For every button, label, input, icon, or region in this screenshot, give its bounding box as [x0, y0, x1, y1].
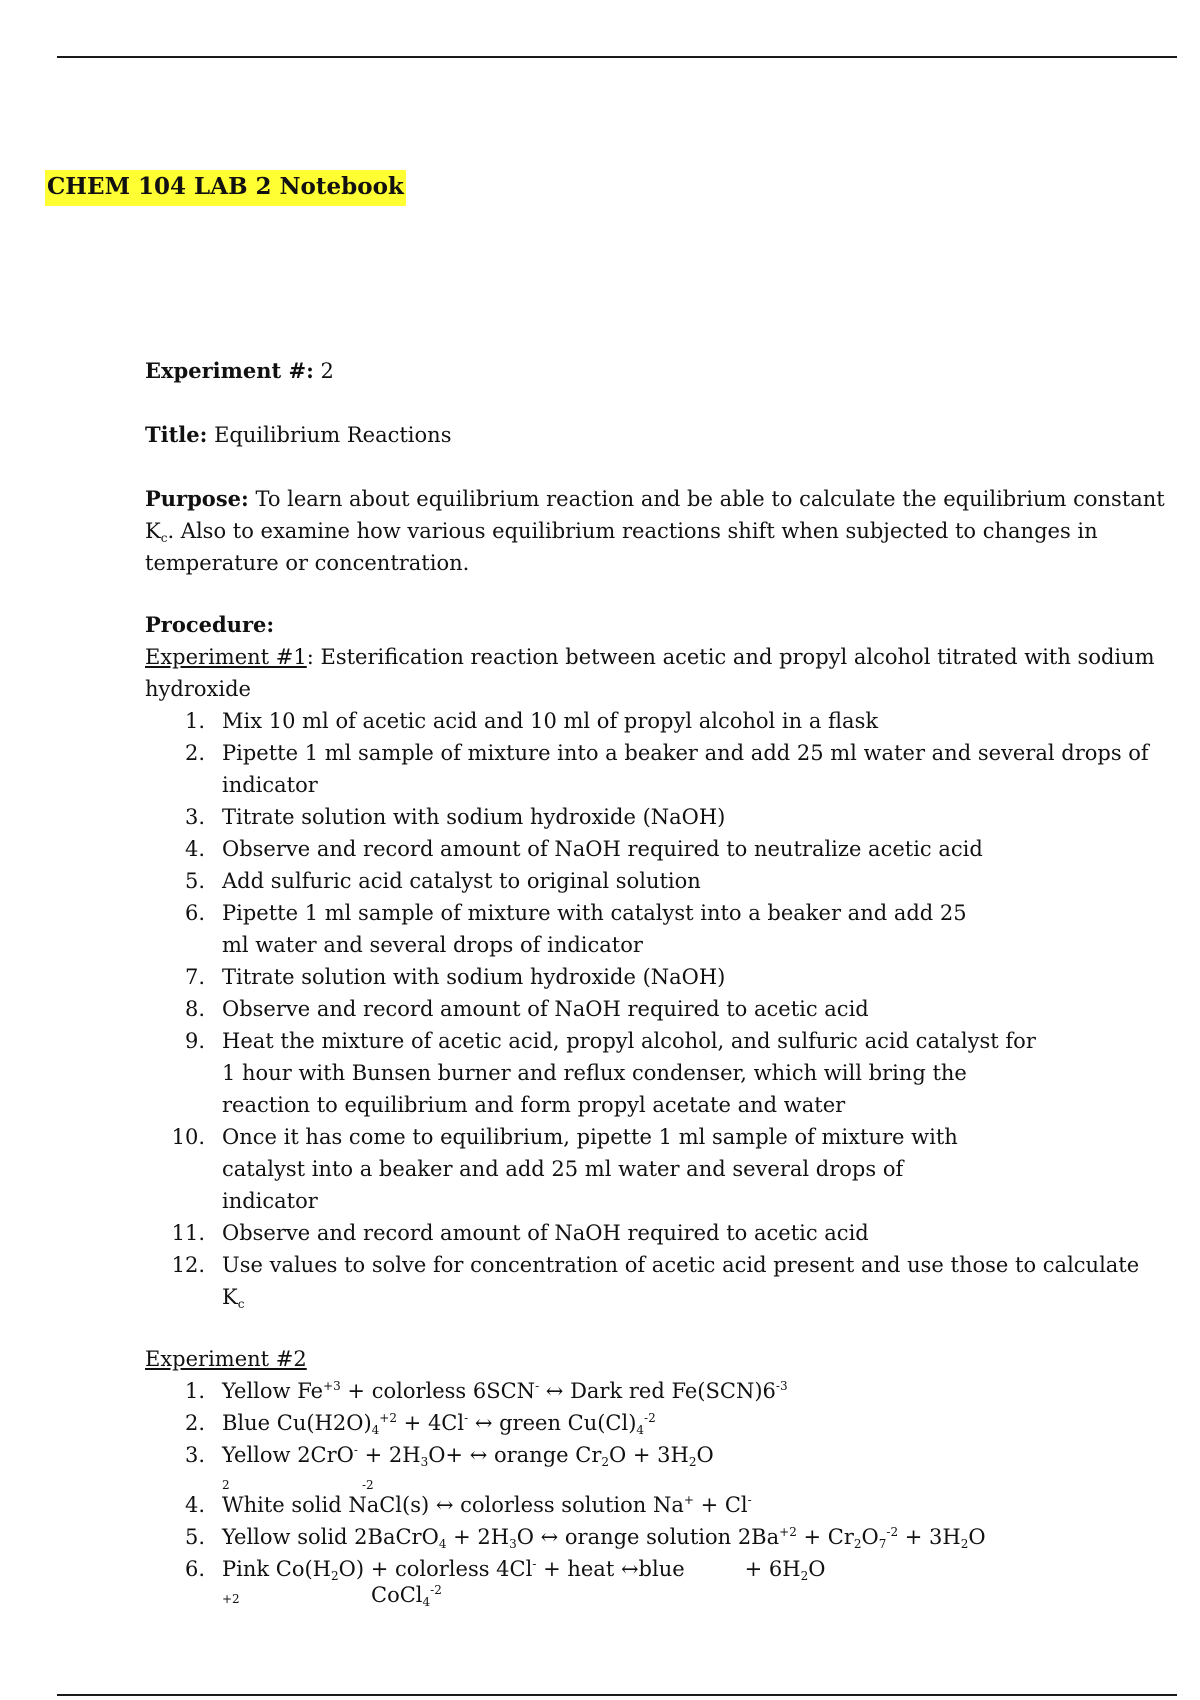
purpose-k-sub: c — [160, 531, 168, 545]
list-item: 9. Heat the mixture of acetic acid, propyl alcohol, and sulfuric acid catalyst for 1 hour with Bunsen burner and reflux condenser, which will bring the reaction to equilibrium and form propyl acetate and water — [184, 1029, 1036, 1117]
list-item: 5. Add sulfuric acid catalyst to original solution — [184, 869, 701, 893]
list-item: 2. Blue $Cu(H2O)_4^{+2} + 4Cl^-$ ↔ green $Cu(Cl)_4^{-2}$ — [184, 1411, 656, 1437]
list-item: 10. Once it has come to equilibrium, pipette 1 ml sample of mixture with catalyst into a beaker and add 25 ml water and several drops of indicator — [171, 1125, 958, 1213]
purpose-k: K — [145, 519, 161, 543]
exp1-heading-rest: : Esterification reaction between acetic and propyl alcohol titrated with sodium hydroxide — [145, 645, 1155, 701]
list-item: 11. Observe and record amount of NaOH required to acetic acid — [171, 1221, 869, 1245]
list-item: 1. Yellow $Fe^{+3}$ + colorless 6SCN- ↔ Dark red $Fe(SCN)6^{-3}$ — [184, 1379, 788, 1403]
list-item: 4. Observe and record amount of NaOH required to neutralize acetic acid — [184, 837, 983, 861]
exp2-heading: Experiment #2 — [145, 1347, 307, 1371]
list-item: 8. Observe and record amount of NaOH required to acetic acid — [184, 997, 869, 1021]
list-item: 3. Yellow $2CrO^- + 2H_3O+$ ↔ orange $Cr_2O + 3H_2O$ 2 -2 — [184, 1443, 714, 1492]
experiment-number — [145, 355, 1165, 387]
procedure-label: Procedure: — [145, 612, 275, 637]
purpose-line2: . Also to examine how various equilibrium reactions shift when subjected to changes in — [167, 519, 1098, 543]
experiment-label: Experiment #: — [145, 358, 314, 383]
page-title: CHEM 104 LAB 2 Notebook — [45, 170, 406, 206]
purpose-section — [145, 483, 1165, 579]
top-rule — [57, 56, 1177, 58]
list-item: 1. Mix 10 ml of acetic acid and 10 ml of propyl alcohol in a flask — [184, 709, 879, 733]
list-item: 2. Pipette 1 ml sample of mixture into a beaker and add 25 ml water and several drops of indicator — [184, 741, 1149, 797]
document-body — [145, 355, 1165, 1613]
bottom-rule — [57, 1694, 1177, 1696]
exp1-steps — [145, 705, 1165, 1313]
purpose-line1: To learn about equilibrium reaction and be able to calculate the equilibrium constant — [255, 487, 1165, 511]
list-item: 7. Titrate solution with sodium hydroxide (NaOH) — [184, 965, 726, 989]
list-item: 6. Pink $Co(H_2O)$ + colorless 4Cl- + heat ↔blue + $6H_2O$ +2 CoCl$_4^{-2}$ — [184, 1557, 826, 1609]
title-value: Equilibrium Reactions — [214, 423, 452, 447]
list-item: 4. White solid NaCl(s) ↔ colorless solution Na+ + Cl- — [184, 1493, 752, 1517]
exp2-reactions — [145, 1375, 1165, 1613]
procedure-section — [145, 609, 1165, 1313]
experiment-value: 2 — [320, 359, 334, 383]
exp1-heading — [145, 641, 1165, 705]
list-item: 3. Titrate solution with sodium hydroxide (NaOH) — [184, 805, 726, 829]
exp2-section — [145, 1343, 1165, 1613]
cocl4-product: CoCl$_4^{-2}$ — [371, 1583, 442, 1609]
title-field — [145, 419, 1165, 451]
list-item: 5. Yellow solid 2BaCrO$_4$ + $2H_3O$ ↔ orange solution $2Ba^{+2} + Cr_2O_7^{-2} + 3H_2O$ — [184, 1525, 986, 1551]
list-item: 12. Use values to solve for concentration of acetic acid present and use those to calculate $K_c$ — [171, 1253, 1140, 1311]
title-label: Title: — [145, 422, 208, 447]
exp1-heading-title: Experiment #1 — [145, 645, 307, 669]
purpose-label: Purpose: — [145, 486, 249, 511]
purpose-line3: temperature or concentration. — [145, 551, 470, 575]
list-item: 6. Pipette 1 ml sample of mixture with catalyst into a beaker and add 25 ml water and several drops of indicator — [184, 901, 967, 957]
